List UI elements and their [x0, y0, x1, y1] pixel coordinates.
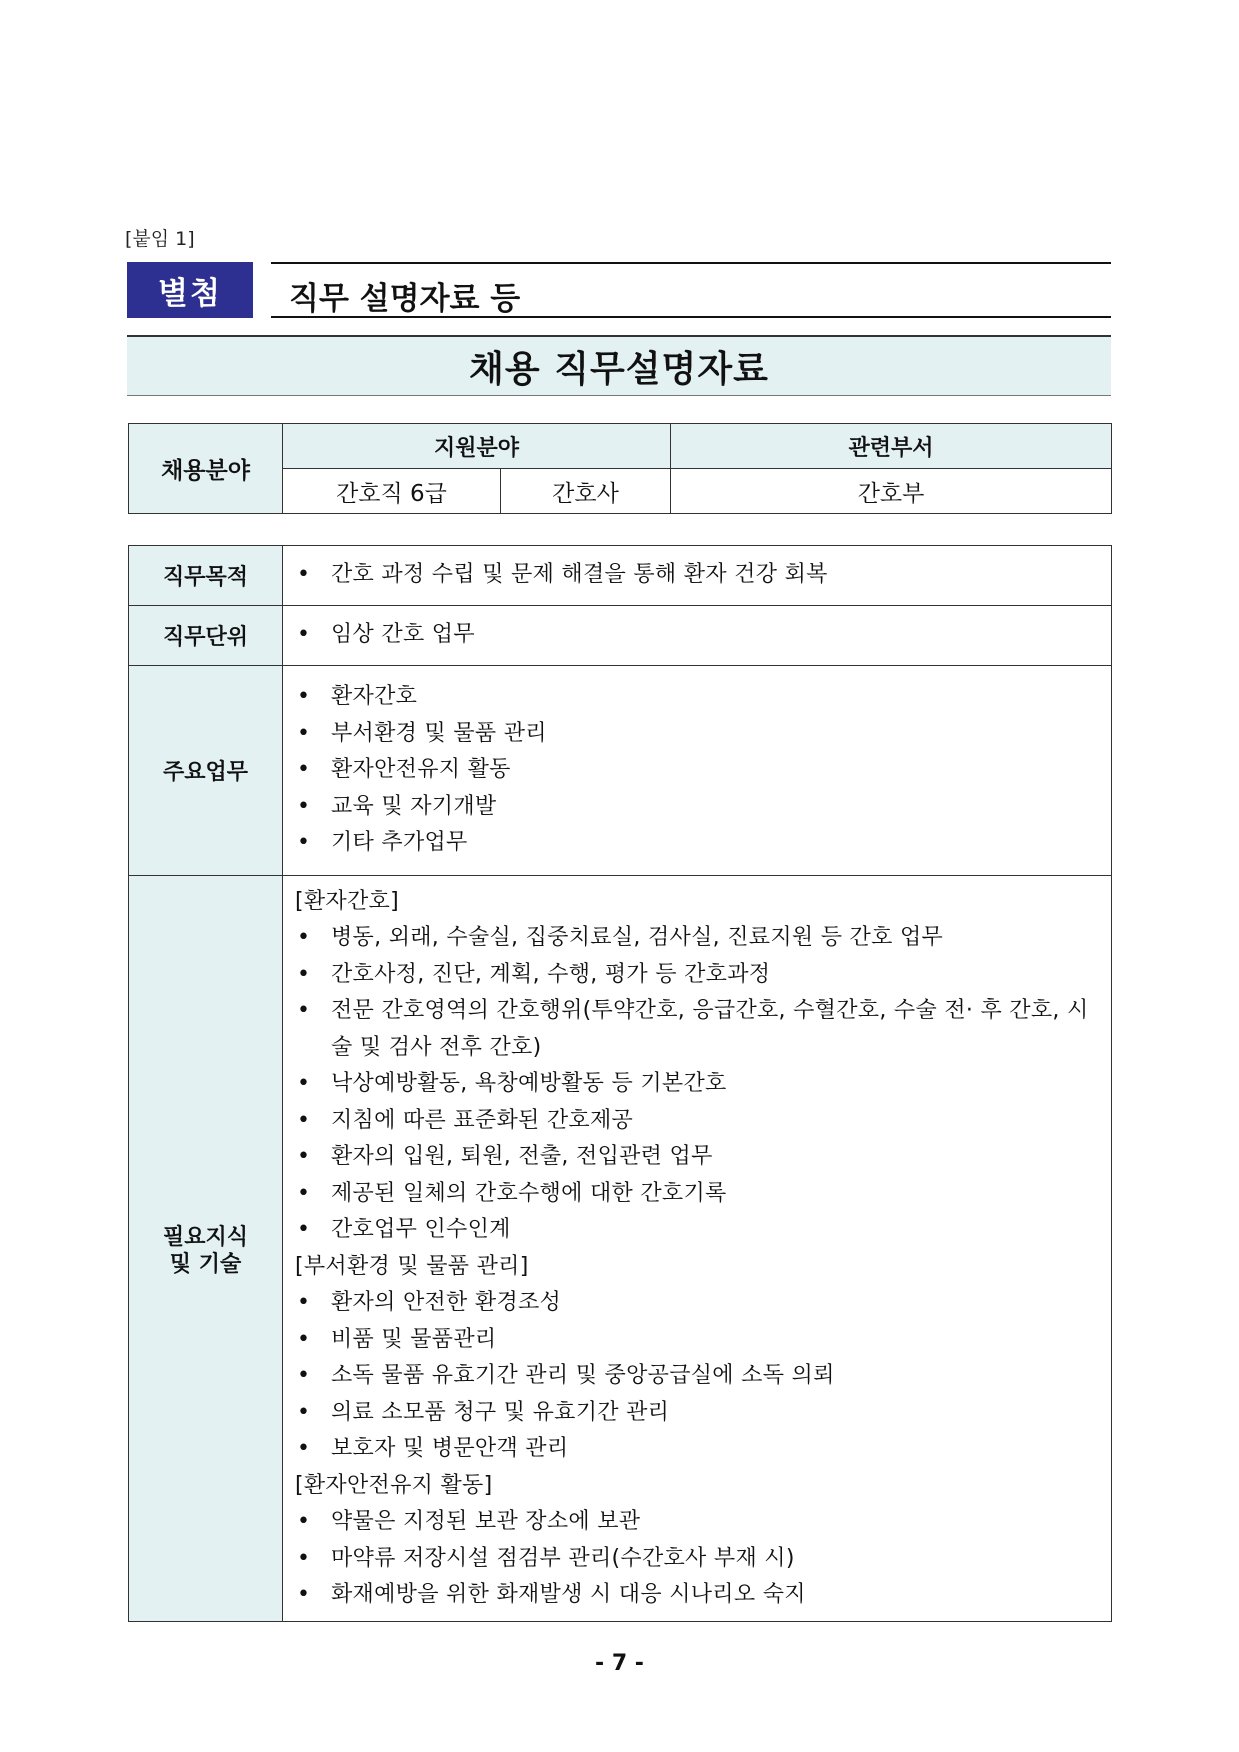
list-item: • 부서환경 및 물품 관리 [297, 720, 547, 746]
section-heading: [부서환경 및 물품 관리] [295, 1253, 529, 1279]
list-item: • 보호자 및 병문안객 관리 [297, 1436, 569, 1461]
list-item: • 기타 추가업무 [297, 830, 468, 856]
purpose-content [283, 546, 1112, 606]
department-cell: 간호부 [671, 469, 1112, 514]
list-item: • 환자간호 [297, 684, 418, 710]
section-header [127, 262, 1111, 318]
list-item: • 병동, 외래, 수술실, 집중치료실, 검사실, 진료지원 등 간호 업무 [297, 925, 944, 950]
header-title: 직무 설명자료 등 [289, 281, 521, 317]
list-item: • 환자의 안전한 환경조성 [297, 1290, 562, 1315]
list-item: • 약물은 지정된 보관 장소에 보관 [297, 1509, 641, 1534]
list-item: • 마약류 저장시설 점검부 관리(수간호사 부재 시) [297, 1545, 795, 1571]
attachment-label: [붙임 1] [125, 228, 195, 250]
occupation-cell: 간호사 [501, 469, 671, 514]
department-header: 관련부서 [671, 424, 1112, 469]
skills-label-line1: 필요지식 [162, 1224, 248, 1250]
list-item: • 제공된 일체의 간호수행에 대한 간호기록 [297, 1180, 727, 1206]
grade-cell: 간호직 6급 [283, 469, 501, 514]
unit-label: 직무단위 [129, 606, 283, 666]
main-duties-label: 주요업무 [129, 666, 283, 876]
main-title-box [127, 335, 1111, 396]
skills-label-line2: 및 기술 [169, 1251, 242, 1277]
skills-label [129, 876, 283, 1622]
main-title: 채용 직무설명자료 [469, 348, 769, 390]
list-item: • 간호 과정 수립 및 문제 해결을 통해 환자 건강 회복 [297, 562, 828, 588]
list-item: • 의료 소모품 청구 및 유효기간 관리 [297, 1399, 670, 1425]
list-item: • 간호업무 인수인계 [297, 1217, 511, 1242]
section-heading: [환자간호] [295, 888, 399, 914]
purpose-label: 직무목적 [129, 546, 283, 606]
recruitment-field-table [128, 423, 1112, 514]
list-item: • 전문 간호영역의 간호행위(투약간호, 응급간호, 수혈간호, 수술 전· 후 간호, 시술 및 검사 전후 간호) [297, 998, 1089, 1060]
section-heading: [환자안전유지 활동] [295, 1472, 493, 1498]
recruitment-field-label: 채용분야 [129, 424, 283, 514]
list-item: • 소독 물품 유효기간 관리 및 중앙공급실에 소독 의뢰 [297, 1363, 835, 1388]
list-item: • 간호사정, 진단, 계획, 수행, 평가 등 간호과정 [297, 961, 771, 987]
list-item: • 화재예방을 위한 화재발생 시 대응 시나리오 숙지 [297, 1582, 806, 1607]
support-field-header: 지원분야 [283, 424, 671, 469]
job-description-table [128, 545, 1112, 1622]
header-badge: 별첨 [127, 262, 253, 318]
list-item: • 낙상예방활동, 욕창예방활동 등 기본간호 [297, 1071, 727, 1096]
list-item: • 지침에 따른 표준화된 간호제공 [297, 1107, 634, 1133]
list-item: • 비품 및 물품관리 [297, 1326, 497, 1352]
skills-content [283, 876, 1112, 1622]
header-title-box [271, 262, 1111, 318]
unit-content [283, 606, 1112, 666]
list-item: • 임상 간호 업무 [297, 622, 475, 648]
list-item: • 환자의 입원, 퇴원, 전출, 전입관련 업무 [297, 1144, 713, 1169]
page-number: - 7 - [595, 1651, 644, 1676]
list-item: • 교육 및 자기개발 [297, 793, 497, 819]
list-item: • 환자안전유지 활동 [297, 757, 511, 783]
main-duties-content [283, 666, 1112, 876]
